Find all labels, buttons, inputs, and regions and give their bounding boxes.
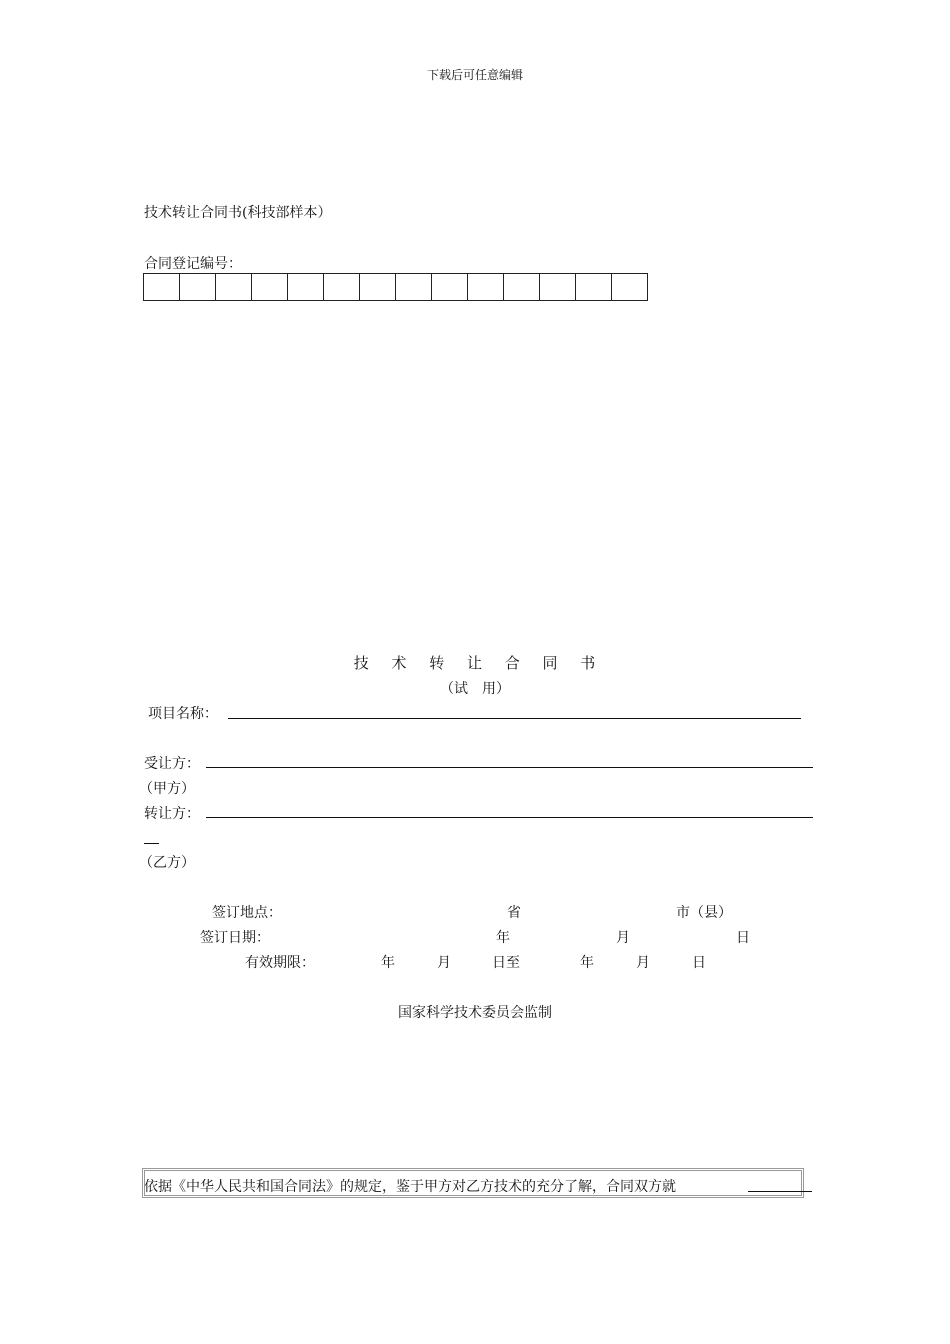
supervisor-note: 国家科学技术委员会监制 (398, 1005, 552, 1021)
validity-start-day-to: 日至 (492, 955, 520, 971)
party-b-label: （乙方） (139, 855, 195, 871)
party-a-label: （甲方） (139, 781, 195, 797)
registration-digit-box[interactable] (576, 274, 612, 300)
assignee-label: 受让方： (144, 756, 200, 772)
sign-year-label: 年 (496, 930, 510, 946)
project-name-line[interactable] (228, 718, 801, 719)
clause-text: 依据《中华人民共和国合同法》的规定，鉴于甲方对乙方技术的充分了解，合同双方就 (144, 1179, 676, 1195)
assignee-line[interactable] (206, 767, 813, 768)
registration-digit-box[interactable] (504, 274, 540, 300)
validity-start-year: 年 (381, 955, 395, 971)
registration-digit-box[interactable] (252, 274, 288, 300)
sign-day-label: 日 (736, 930, 750, 946)
clause-blank-line[interactable] (748, 1191, 812, 1192)
registration-digit-box[interactable] (396, 274, 432, 300)
validity-end-year: 年 (580, 955, 594, 971)
registration-digit-box[interactable] (216, 274, 252, 300)
validity-label: 有效期限： (245, 955, 315, 971)
registration-digit-box[interactable] (468, 274, 504, 300)
document-title: 技术转让合同书(科技部样本） (144, 205, 332, 221)
header-note: 下载后可任意编辑 (426, 68, 523, 82)
registration-digit-box[interactable] (288, 274, 324, 300)
registration-digit-box[interactable] (612, 274, 647, 300)
assignor-line-continued (144, 843, 159, 844)
sign-place-label: 签订地点： (212, 905, 282, 921)
registration-digit-box[interactable] (360, 274, 396, 300)
registration-digit-box[interactable] (144, 274, 180, 300)
contract-title: 技 术 转 让 合 同 书 (353, 654, 605, 672)
registration-number-boxes[interactable] (143, 273, 648, 301)
registration-digit-box[interactable] (324, 274, 360, 300)
validity-end-month: 月 (636, 955, 650, 971)
city-label: 市（县） (676, 905, 732, 921)
province-label: 省 (507, 905, 521, 921)
registration-digit-box[interactable] (180, 274, 216, 300)
sign-date-label: 签订日期： (200, 930, 270, 946)
contract-subtitle: （试 用） (440, 681, 510, 697)
registration-digit-box[interactable] (540, 274, 576, 300)
registration-digit-box[interactable] (432, 274, 468, 300)
sign-month-label: 月 (616, 930, 630, 946)
validity-start-month: 月 (437, 955, 451, 971)
assignor-label: 转让方： (144, 806, 200, 822)
validity-end-day: 日 (692, 955, 706, 971)
registration-label: 合同登记编号： (144, 256, 242, 272)
project-name-label: 项目名称： (148, 706, 218, 722)
assignor-line[interactable] (206, 817, 813, 818)
